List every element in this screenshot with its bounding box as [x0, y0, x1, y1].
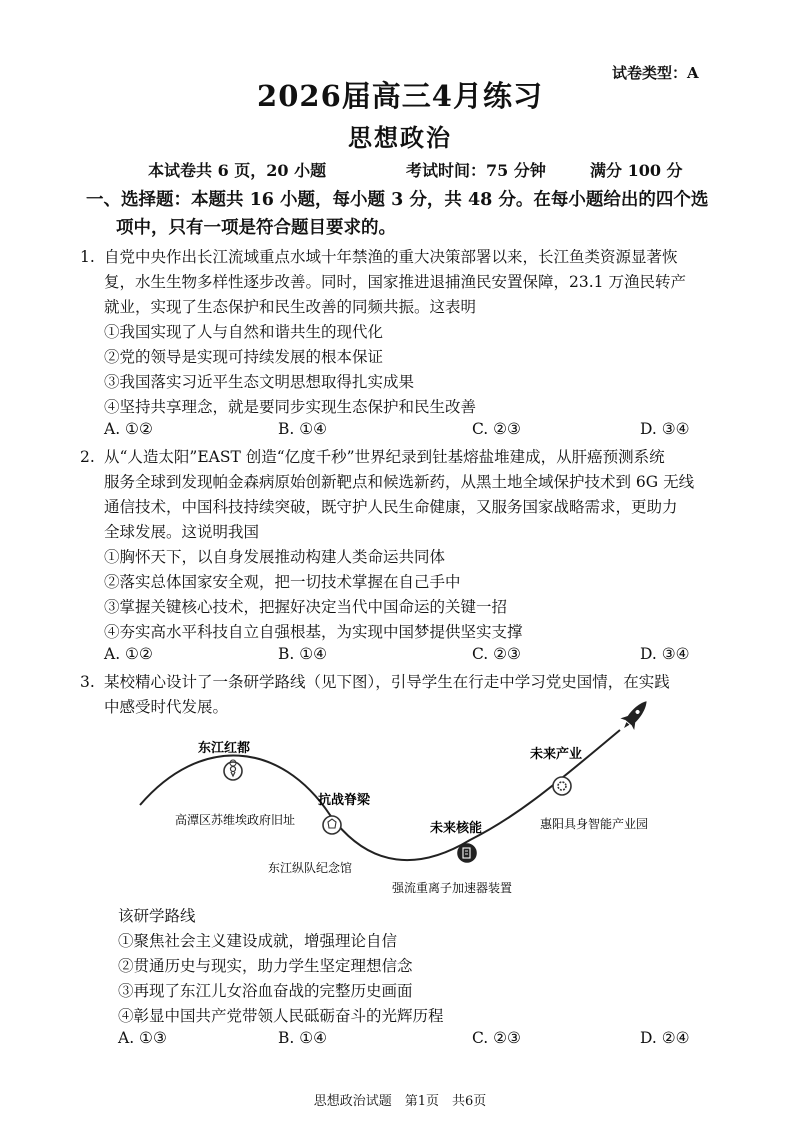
statement-item: ④坚持共享理念，就是要同步实现生态保护和民生改善 [104, 398, 477, 416]
choice-b[interactable]: B. ①④ [278, 420, 328, 438]
statement-item: ③我国落实习近平生态文明思想取得扎实成果 [104, 373, 415, 391]
choice-d[interactable]: D. ③④ [640, 645, 690, 663]
statement-item: ②贯通历史与现实，助力学生坚定理想信念 [118, 957, 413, 975]
choice-d[interactable]: D. ③④ [640, 420, 690, 438]
question-text-line: 中感受时代发展。 [104, 698, 229, 716]
stop-title: 东江红都 [198, 741, 251, 756]
choice-b[interactable]: B. ①④ [278, 1029, 328, 1047]
info-time: 考试时间：75 分钟 [406, 161, 546, 180]
gear-icon [553, 777, 571, 795]
question-number: 3. [80, 673, 95, 691]
question-text-line: 全球发展。这说明我国 [104, 523, 260, 541]
route-stop-1 [175, 740, 295, 827]
statement-item: ②党的领导是实现可持续发展的根本保证 [104, 348, 384, 366]
question-text-line: 就业，实现了生态保护和民生改善的同频共振。这表明 [104, 298, 477, 316]
route-stop-3 [392, 820, 512, 895]
question-stem: 该研学路线 [118, 907, 196, 925]
emblem-icon [323, 816, 341, 834]
stop-title: 未来产业 [530, 747, 583, 762]
paper-type-label: 试卷类型：A [612, 64, 699, 82]
statement-item: ②落实总体国家安全观，把一切技术掌握在自己手中 [104, 573, 461, 591]
stop-place: 惠阳具身智能产业园 [540, 817, 649, 831]
stop-title: 抗战脊梁 [318, 793, 371, 808]
page-footer: 思想政治试题 第1页 共6页 [313, 1094, 487, 1109]
choice-c[interactable]: C. ②③ [472, 645, 521, 663]
exam-title: 2026届高三4月练习 [257, 79, 543, 113]
study-route-diagram [130, 700, 670, 900]
question-text-line: 从“人造太阳”EAST 创造“亿度千秒”世界纪录到钍基熔盐堆建成，从肝癌预测系统 [104, 448, 665, 466]
choice-a[interactable]: A. ①② [104, 420, 153, 438]
stop-title: 未来核能 [430, 821, 483, 836]
route-stop-2 [268, 792, 371, 875]
section-heading-line1: 一、选择题：本题共 16 小题，每小题 3 分，共 48 分。在每小题给出的四个选 [86, 190, 709, 210]
document-icon [458, 844, 476, 862]
choice-a[interactable]: A. ①③ [118, 1029, 167, 1047]
statement-item: ④夯实高水平科技自立自强根基，为实现中国梦提供坚实支撑 [104, 623, 523, 641]
question-text-line: 通信技术，中国科技持续突破，既守护人民生命健康，又服务国家战略需求，更助力 [104, 498, 678, 516]
choice-c[interactable]: C. ②③ [472, 420, 521, 438]
subject-title: 思想政治 [348, 123, 452, 152]
statement-item: ①胸怀天下，以自身发展推动构建人类命运共同体 [104, 548, 446, 566]
info-pages: 本试卷共 6 页，20 小题 [148, 161, 327, 180]
section-heading-line2: 项中，只有一项是符合题目要求的。 [116, 218, 396, 238]
question-text-line: 某校精心设计了一条研学路线（见下图），引导学生在行走中学习党史国情，在实践 [104, 673, 670, 691]
statement-item: ③再现了东江儿女浴血奋战的完整历史画面 [118, 982, 413, 1000]
info-score: 满分 100 分 [590, 161, 683, 180]
question-text-line: 复，水生生物多样性逐步改善。同时，国家推进退捕渔民安置保障，23.1 万渔民转产 [104, 273, 686, 291]
choice-b[interactable]: B. ①④ [278, 645, 328, 663]
question-text-line: 服务全球到发现帕金森病原始创新靶点和候选新药，从黑土地全域保护技术到 6G 无线 [104, 473, 695, 491]
question-number: 1. [80, 248, 95, 266]
stop-place: 东江纵队纪念馆 [268, 861, 353, 875]
question-text-line: 自党中央作出长江流域重点水域十年禁渔的重大决策部署以来，长江鱼类资源显著恢 [104, 248, 678, 266]
stop-place: 强流重离子加速器装置 [392, 881, 513, 895]
choice-c[interactable]: C. ②③ [472, 1029, 521, 1047]
stop-place: 高潭区苏维埃政府旧址 [175, 813, 296, 827]
section-heading [86, 186, 786, 242]
rocket-icon [617, 700, 653, 734]
location-pin-icon [224, 760, 242, 780]
statement-item: ④彰显中国共产党带领人民砥砺奋斗的光辉历程 [118, 1007, 444, 1025]
statement-item: ③掌握关键核心技术，把握好决定当代中国命运的关键一招 [104, 598, 508, 616]
statement-item: ①聚焦社会主义建设成就，增强理论自信 [118, 932, 398, 950]
statement-item: ①我国实现了人与自然和谐共生的现代化 [104, 323, 384, 341]
question-number: 2. [80, 448, 95, 466]
choice-d[interactable]: D. ②④ [640, 1029, 690, 1047]
choice-a[interactable]: A. ①② [104, 645, 153, 663]
